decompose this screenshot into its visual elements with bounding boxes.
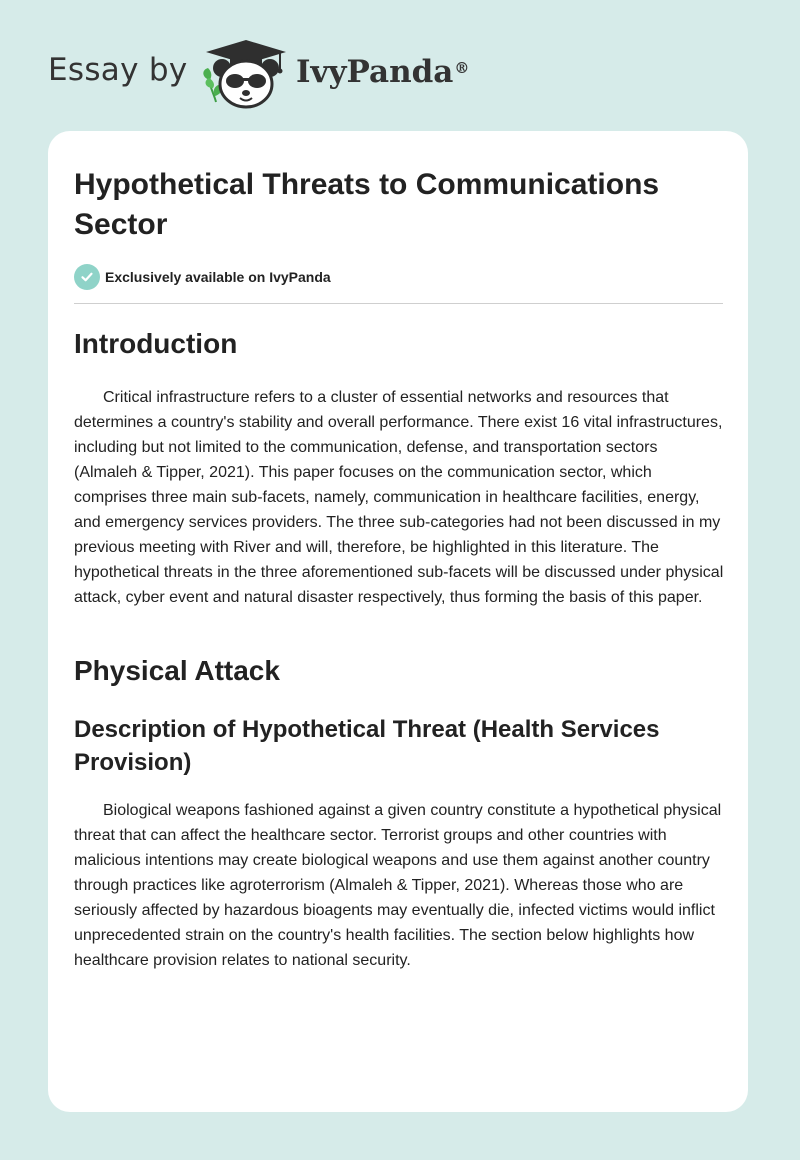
essay-title: Hypothetical Threats to Communications Sector — [74, 168, 660, 241]
paragraph-physical-attack: Biological weapons fashioned against a given country constitute a hypothetical physical threat that can affect the healthcare sector. Terrorist groups and other countries with malicious intentions may create biological weapons and use them against another country through practices like agroterrorism (Almaleh & Tipper, 2021). Whereas those who are seriously affected by hazardous bioagents may eventually die, infected victims would inflict unprecedented strain on the country's health facilities. The section below highlights how healthcare provision relates to national security. — [74, 802, 722, 969]
exclusive-badge — [74, 264, 331, 290]
panda-graduate-logo-icon — [200, 36, 292, 110]
essay-by-label: Essay by — [48, 52, 188, 88]
essay-card — [48, 131, 748, 1112]
check-circle-icon — [74, 264, 100, 290]
exclusive-label: Exclusively available on IvyPanda — [105, 269, 331, 285]
paragraph-introduction: Critical infrastructure refers to a cluster of essential networks and resources that determines a country's stability and overall performance. There exist 16 vital infrastructures, including but not limited to the communication, defense, and transportation sectors (Almaleh & Tipper, 2021). This paper focuses on the communication sector, which comprises three main sub-facets, namely, communication in healthcare facilities, energy, and emergency services providers. The three sub-categories had not been discussed in my previous meeting with River and will, therefore, be highlighted in this literature. The hypothetical threats in the three aforementioned sub-facets will be discussed under physical attack, cyber event and natural disaster respectively, thus forming the basis of this paper. — [74, 389, 724, 606]
section-heading-introduction: Introduction — [74, 328, 238, 359]
registered-mark: ® — [454, 59, 470, 77]
site-header — [0, 0, 800, 120]
ivypanda-wordmark[interactable] — [296, 52, 469, 92]
title-divider — [74, 303, 723, 304]
subheading-threat-description: Description of Hypothetical Threat (Health Services Provision) — [74, 716, 660, 776]
brand-name: IvyPanda — [296, 54, 454, 90]
section-heading-physical-attack: Physical Attack — [74, 655, 280, 686]
